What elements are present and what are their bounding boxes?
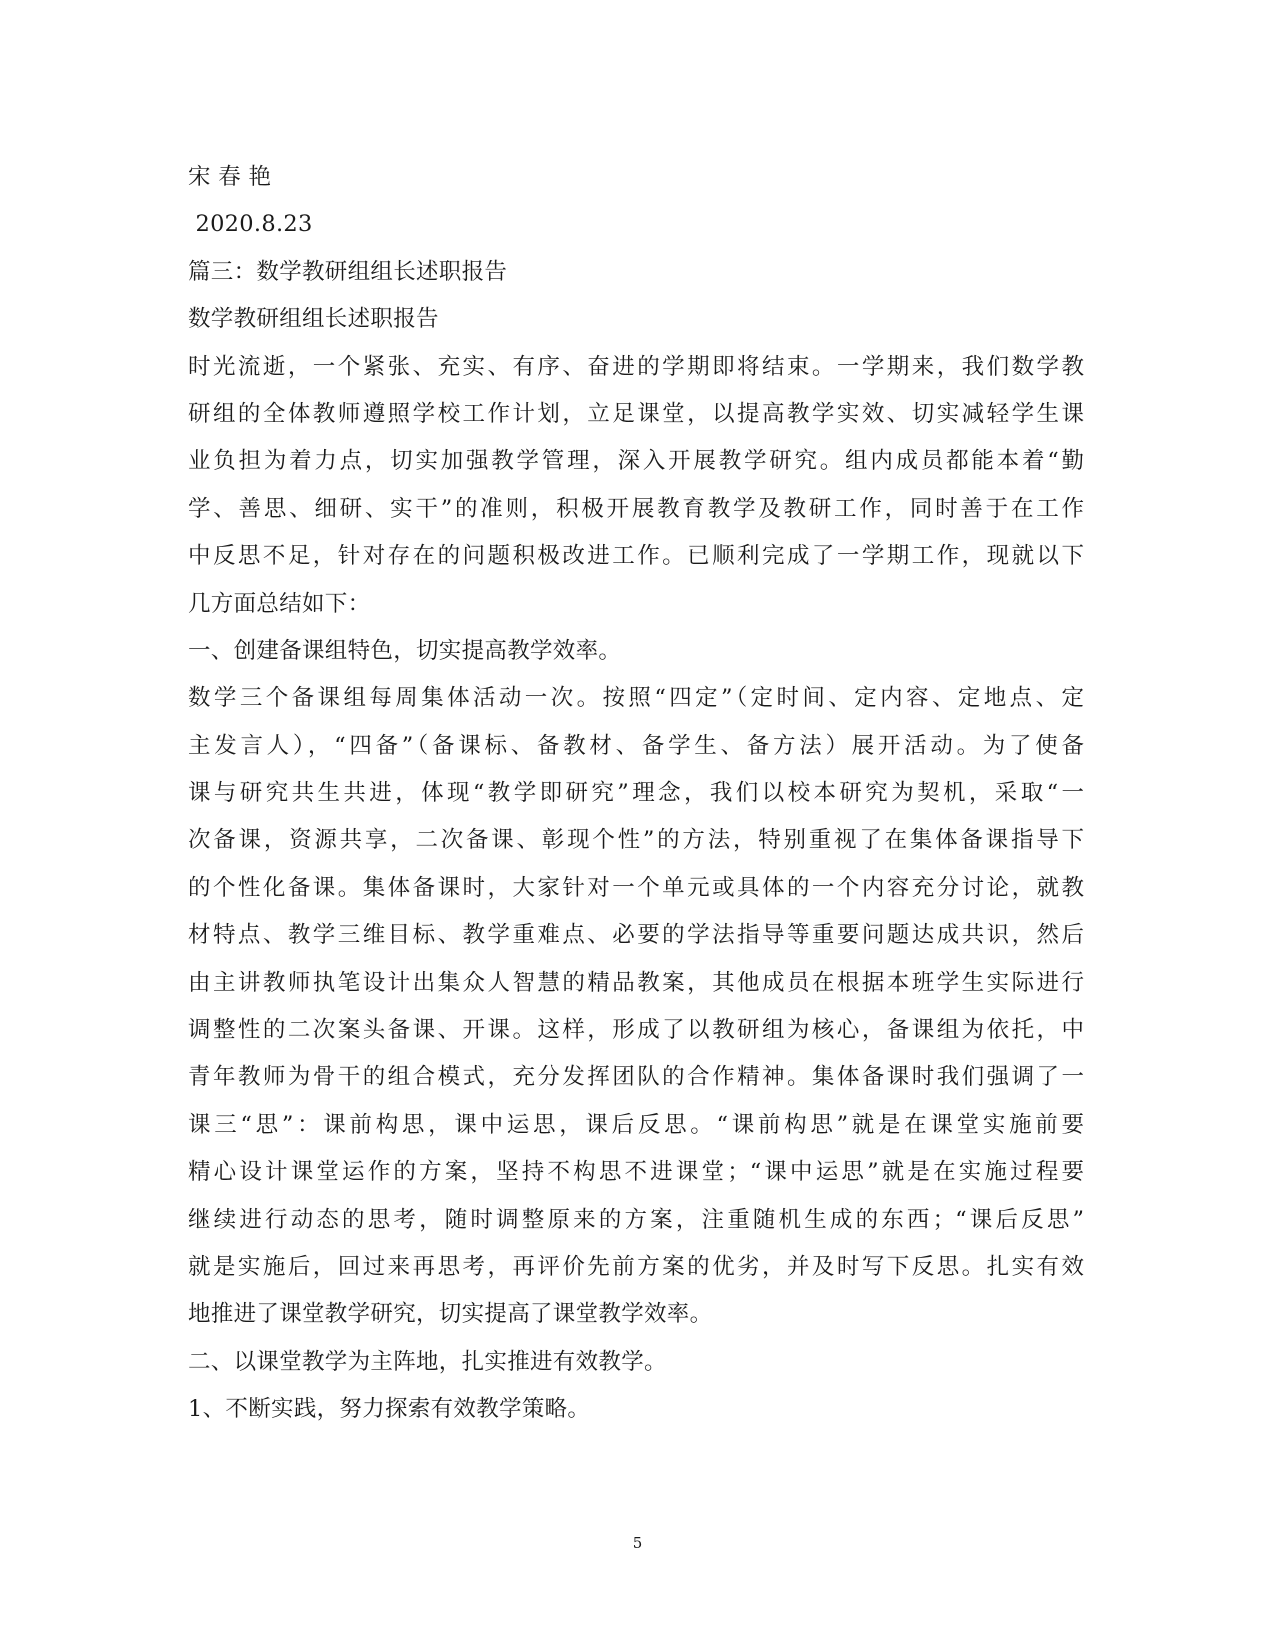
paragraph-line: 青年教师为骨干的组合模式，充分发挥团队的合作精神。集体备课时我们强调了一 [188,1064,1084,1091]
heading-one: 一、创建备课组特色，切实提高教学效率。 [188,637,622,664]
paragraph-line: 时光流逝，一个紧张、充实、有序、奋进的学期即将结束。一学期来，我们数学教 [188,353,1084,380]
paragraph-line: 研组的全体教师遵照学校工作计划，立足课堂，以提高教学实效、切实减轻学生课 [188,400,1084,427]
paragraph-line: 由主讲教师执笔设计出集众人智慧的精品教案，其他成员在根据本班学生实际进行 [188,969,1084,996]
subheading-two-one: 1、不断实践，努力探索有效教学策略。 [188,1396,591,1423]
paragraph-line: 几方面总结如下： [188,590,371,617]
paragraph-line: 继续进行动态的思考，随时调整原来的方案，注重随机生成的东西；“课后反思” [188,1206,1084,1233]
section-one-paragraph [188,675,1084,1338]
paragraph-line: 次备课，资源共享，二次备课、彰现个性”的方法，特别重视了在集体备课指导下 [188,827,1084,854]
paragraph-line: 地推进了课堂教学研究，切实提高了课堂教学效率。 [188,1301,713,1328]
paragraph-line: 数学三个备课组每周集体活动一次。按照“四定”（定时间、定内容、定地点、定 [188,685,1084,712]
paragraph-line: 中反思不足，针对存在的问题积极改进工作。已顺利完成了一学期工作，现就以下 [188,543,1084,570]
paragraph-line: 学、善思、细研、实干”的准则，积极开展教育教学及教研工作，同时善于在工作 [188,495,1084,522]
intro-paragraph [188,344,1084,628]
author-name: 宋 春 艳 [188,164,272,190]
document-body [188,154,1084,1434]
paragraph-line: 的个性化备课。集体备课时，大家针对一个单元或具体的一个内容充分讨论，就教 [188,874,1084,901]
paragraph-line: 课三“思”：课前构思，课中运思，课后反思。“课前构思”就是在课堂实施前要 [188,1111,1084,1138]
report-title: 数学教研组组长述职报告 [188,306,439,333]
paragraph-line: 调整性的二次案头备课、开课。这样，形成了以教研组为核心，备课组为依托，中 [188,1017,1084,1044]
section-heading: 篇三：数学教研组组长述职报告 [188,258,508,285]
page-number: 5 [632,1534,643,1552]
paragraph-line: 精心设计课堂运作的方案，坚持不构思不进课堂；“课中运思”就是在实施过程要 [188,1159,1084,1186]
paragraph-line: 就是实施后，回过来再思考，再评价先前方案的优劣，并及时写下反思。扎实有效 [188,1253,1084,1280]
paragraph-line: 业负担为着力点，切实加强教学管理，深入开展教学研究。组内成员都能本着“勤 [188,448,1084,475]
report-date: 2020.8.23 [188,211,313,238]
paragraph-line: 材特点、教学三维目标、教学重难点、必要的学法指导等重要问题达成共识，然后 [188,922,1084,949]
heading-two: 二、以课堂教学为主阵地，扎实推进有效教学。 [188,1348,667,1375]
paragraph-line: 课与研究共生共进，体现“教学即研究”理念，我们以校本研究为契机，采取“一 [188,780,1084,807]
paragraph-line: 主发言人），“四备”（备课标、备教材、备学生、备方法）展开活动。为了使备 [188,732,1084,759]
